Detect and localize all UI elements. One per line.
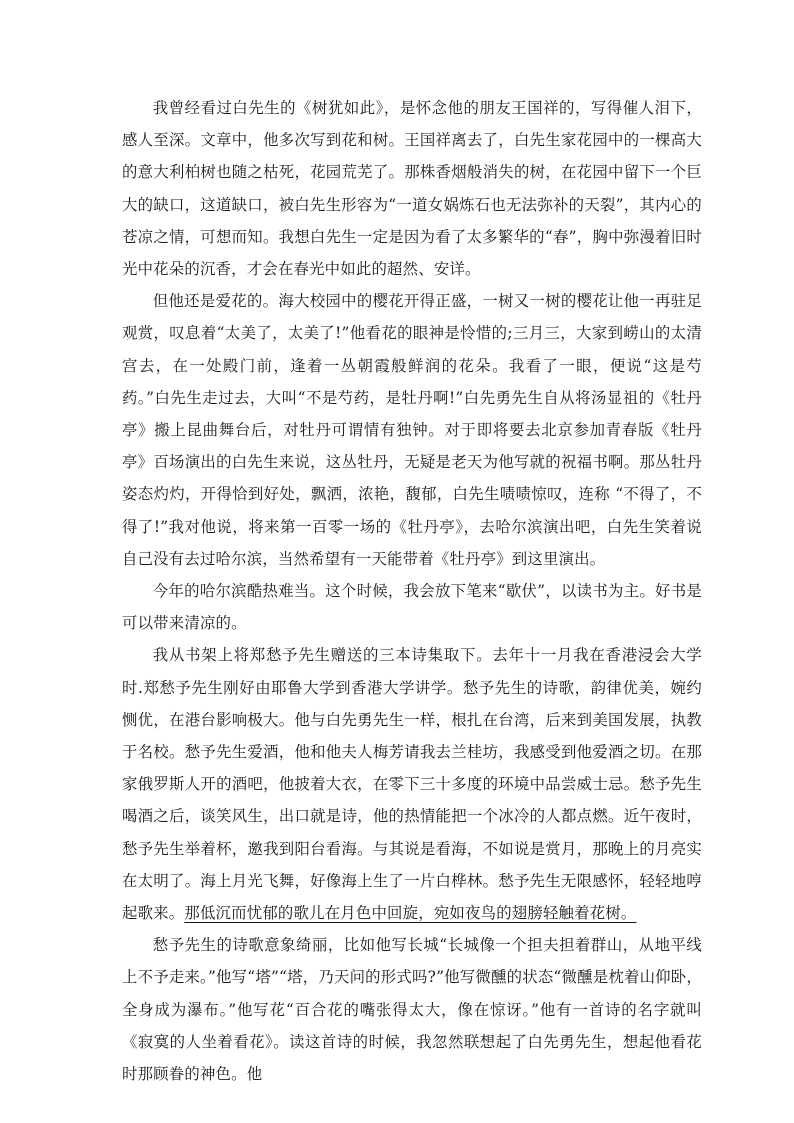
paragraph-4-text: 我从书架上将郑愁予先生赠送的三本诗集取下。去年十一月我在香港浸会大学时.郑愁予先生刚好由耶鲁大学到香港大学讲学。愁予先生的诗歌，韵律优美，婉约恻优，在港台影响极大。他与白先勇先生一样，根扎在台湾，后来到美国发展，执教于名校。愁予先生爱酒，他和他夫人梅芳请我去兰桂坊，我感受到他爱酒之切。在那家俄罗斯人开的酒吧，他披着大衣，在零下三十多度的环境中品尝威士忌。愁予先生喝酒之后，谈笑风生，出口就是诗，他的热情能把一个冰冷的人都点燃。近午夜时，愁予先生举着杯，邀我到阳台看海。与其说是看海，不如说是赏月，那晚上的月亮实在太明了。海上月光飞舞，好像海上生了一片白桦林。愁予先生无限感怀，轻轻地哼起歌来。 bbox=[122, 646, 702, 923]
paragraph-2-text: 但他还是爱花的。海大校园中的樱花开得正盛，一树又一树的樱花让他一再驻足观赏，叹息着“太美了，太美了!”他看花的眼神是怜惜的;三月三，大家到崂山的太清宫去，在一处殿门前，逢着一丛朝霞般鲜润的花朵。我看了一眼，便说“这是芍药。”白先生走过去，大叫“不是芍药，是牡丹啊!”白先勇先生自从将汤显祖的《牡丹亭》搬上昆曲舞台后，对牡丹可谓情有独钟。对于即将要去北京参加青春版《牡丹亭》百场演出的白先生来说，这丛牡丹，无疑是老天为他写就的祝福书啊。那丛牡丹姿态灼灼，开得恰到好处，飘洒，浓艳，馥郁，白先生啧啧惊叹，连称 “不得了，不得了!”我对他说，将来第一百零一场的《牡丹亭》，去哈尔滨演出吧，白先生笑着说自己没有去过哈尔滨，当然希望有一天能带着《牡丹亭》到这里演出。 bbox=[122, 292, 702, 568]
paragraph-1-text: 我曾经看过白先生的《树犹如此》，是怀念他的朋友王国祥的，写得催人泪下，感人至深。文章中，他多次写到花和树。王国祥离去了，白先生家花园中的一棵高大的意大利柏树也随之枯死，花园荒芜了。那株香烟般消失的树，在花园中留下一个巨大的缺口，这道缺口，被白先生形容为“一道女娲炼石也无法弥补的天裂”，其内心的苍凉之情，可想而知。我想白先生一定是因为看了太多繁华的“春”，胸中弥漫着旧时光中花朵的沉香，才会在春光中如此的超然、安详。 bbox=[122, 99, 702, 279]
paragraph-2 bbox=[122, 285, 702, 575]
paragraph-1 bbox=[122, 92, 702, 285]
paragraph-3-text: 今年的哈尔滨酷热难当。这个时候，我会放下笔来“歇伏”，以读书为主。好书是可以带来清凉的。 bbox=[122, 582, 702, 633]
paragraph-3 bbox=[122, 575, 702, 639]
paragraph-5 bbox=[122, 929, 702, 1090]
underlined-sentence: 那低沉而忧郁的歌儿在月色中回旋，宛如夜鸟的翅膀轻触着花树。 bbox=[184, 904, 637, 923]
paragraph-4 bbox=[122, 639, 702, 929]
paragraph-5-text: 愁予先生的诗歌意象绮丽，比如他写长城“长城像一个担夫担着群山，从地平线上不予走来。”他写“塔”“塔，乃天问的形式吗?”他写微醺的状态“微醺是枕着山仰卧，全身成为瀑布。”他写花“百合花的嘴张得太大，像在惊讶。”他有一首诗的名字就叫《寂寞的人坐着看花》。读这首诗的时候，我忽然联想起了白先勇先生，想起他看花时那顾眷的神色。他 bbox=[122, 936, 702, 1084]
